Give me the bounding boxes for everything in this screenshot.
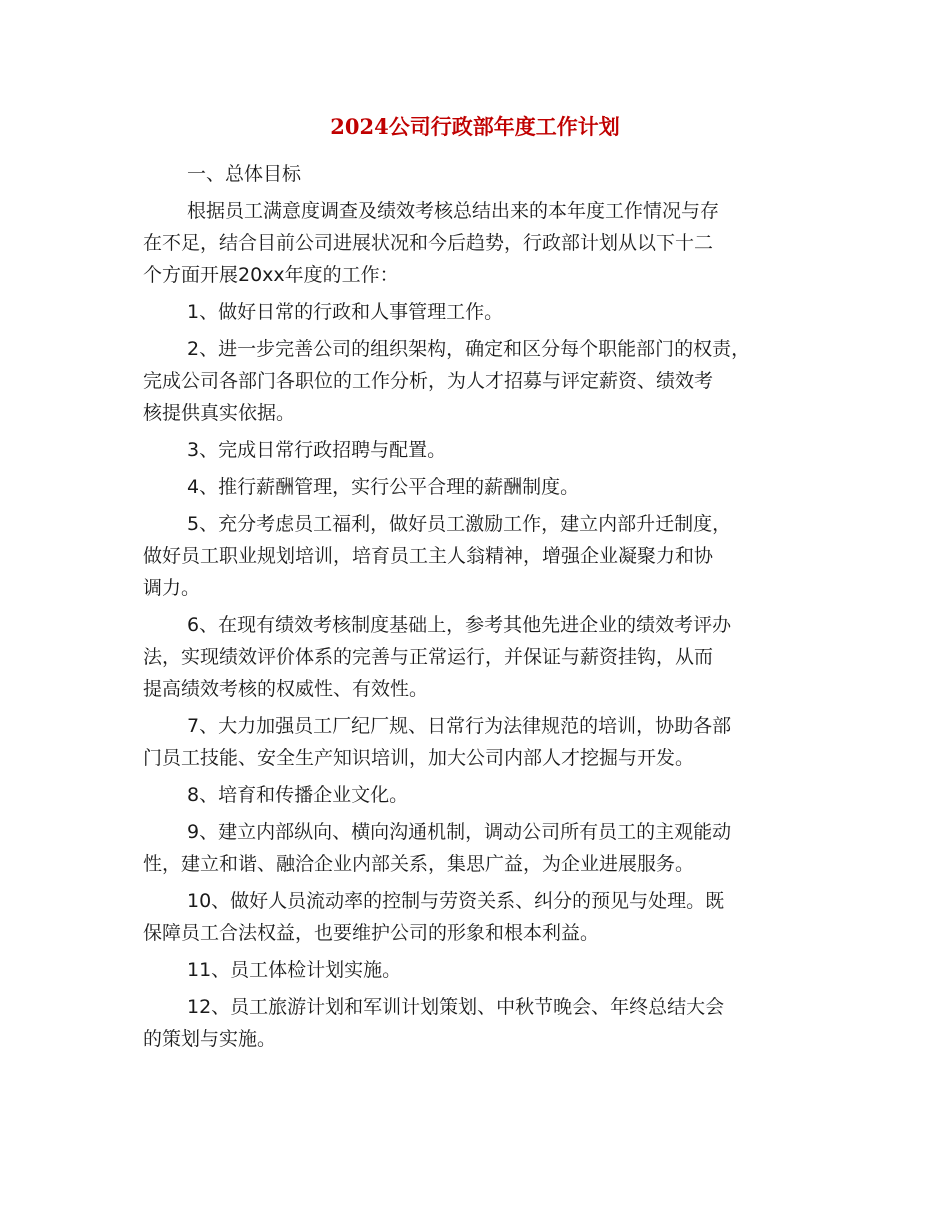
body-line: 保障员工合法权益，也要维护公司的形象和根本利益。	[143, 922, 600, 944]
body-line: 的策划与实施。	[143, 1028, 277, 1050]
body-line: 一、总体目标	[187, 163, 302, 185]
body-line: 门员工技能、安全生产知识培训，加大公司内部人才挖掘与开发。	[143, 747, 695, 769]
body-line: 个方面开展20xx年度的工作：	[143, 264, 399, 286]
body-line: 2、进一步完善公司的组织架构，确定和区分每个职能部门的权责，	[187, 338, 751, 360]
body-line: 3、完成日常行政招聘与配置。	[187, 439, 447, 461]
body-line: 做好员工职业规划培训，培育员工主人翁精神，增强企业凝聚力和协	[143, 545, 714, 567]
body-line: 7、大力加强员工厂纪厂规、日常行为法律规范的培训，协助各部	[187, 715, 732, 737]
body-line: 8、培育和传播企业文化。	[187, 784, 409, 806]
body-line: 10、做好人员流动率的控制与劳资关系、纠分的预见与处理。既	[187, 890, 725, 912]
body-line: 1、做好日常的行政和人事管理工作。	[187, 301, 504, 323]
body-line: 6、在现有绩效考核制度基础上，参考其他先进企业的绩效考评办	[187, 614, 732, 636]
body-line: 核提供真实依据。	[143, 402, 296, 424]
body-line: 在不足，结合目前公司进展状况和今后趋势，行政部计划从以下十二	[143, 232, 714, 254]
body-line: 根据员工满意度调查及绩效考核总结出来的本年度工作情况与存	[187, 200, 720, 222]
body-line: 9、建立内部纵向、横向沟通机制，调动公司所有员工的主观能动	[187, 821, 732, 843]
body-line: 5、充分考虑员工福利，做好员工激励工作，建立内部升迁制度，	[187, 513, 732, 535]
body-line: 完成公司各部门各职位的工作分析，为人才招募与评定薪资、绩效考	[143, 370, 714, 392]
body-line: 4、推行薪酬管理，实行公平合理的薪酬制度。	[187, 476, 580, 498]
body-line: 12、员工旅游计划和军训计划策划、中秋节晚会、年终总结大会	[187, 996, 725, 1018]
body-line: 性，建立和谐、融洽企业内部关系，集思广益，为企业进展服务。	[143, 853, 695, 875]
body-line: 11、员工体检计划实施。	[187, 959, 402, 981]
document-body	[143, 158, 823, 1055]
body-line: 提高绩效考核的权威性、有效性。	[143, 678, 429, 700]
body-line: 调力。	[143, 577, 201, 599]
document-title: 2024公司行政部年度工作计划	[330, 114, 620, 139]
body-line: 法，实现绩效评价体系的完善与正常运行，并保证与薪资挂钩，从而	[143, 646, 714, 668]
